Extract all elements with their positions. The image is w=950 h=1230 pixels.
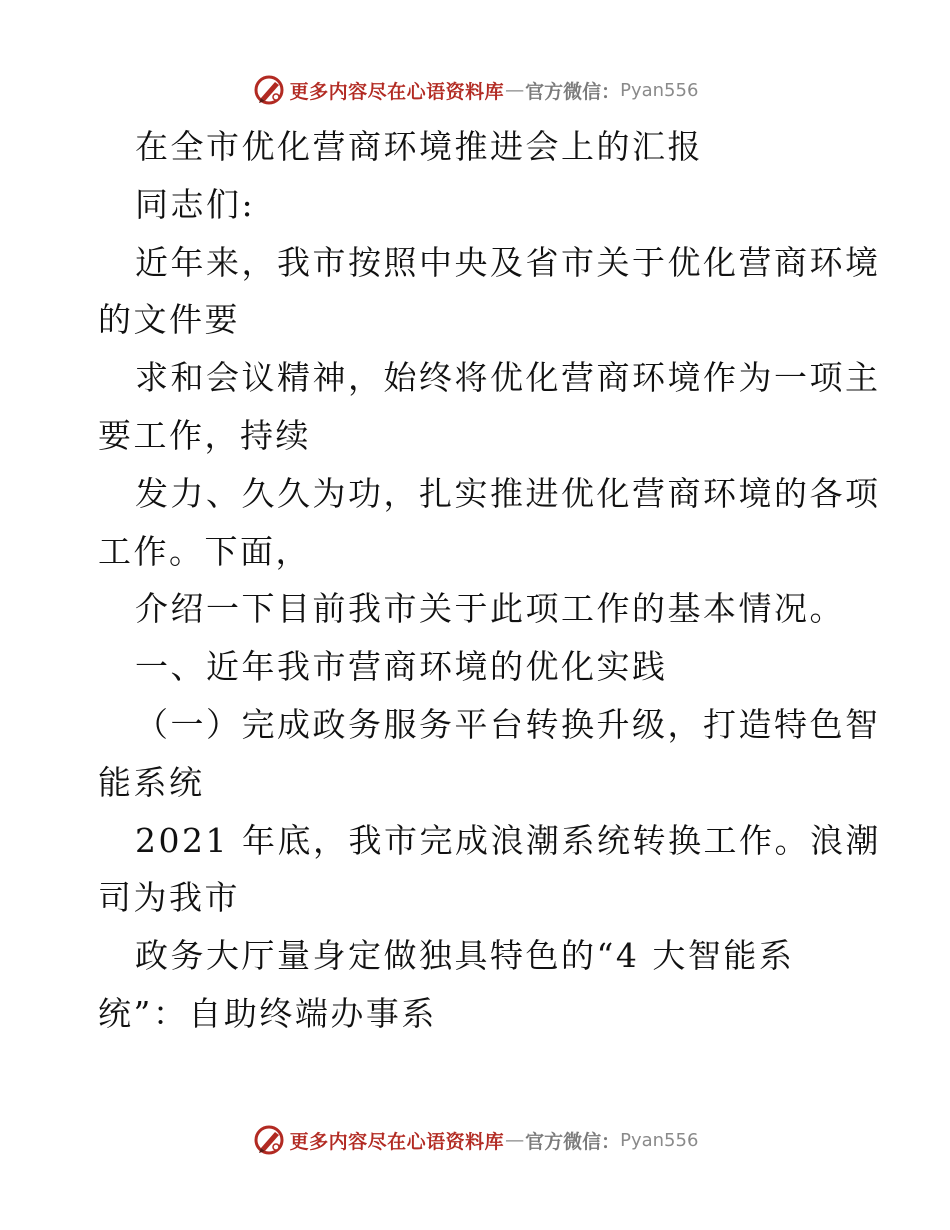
document-body — [98, 118, 881, 1043]
text-line: 发力、久久为功，扎实推进优化营商环境的各项 — [135, 473, 881, 513]
text-line: 同志们: — [135, 184, 256, 224]
text-line: 求和会议精神，始终将优化营商环境作为一项主 — [135, 358, 881, 398]
header-watermark — [0, 70, 950, 110]
text-line: 在全市优化营商环境推进会上的汇报 — [135, 127, 703, 166]
watermark-wechat-id: Pyan556 — [620, 79, 699, 101]
text-line: （一）完成政务服务平台转换升级，打造特色智 — [135, 704, 881, 744]
watermark-wechat-id: Pyan556 — [620, 1129, 699, 1151]
footer-watermark — [0, 1120, 950, 1160]
watermark-text: 更多内容尽在心语资料库 — [289, 1130, 505, 1153]
text-line: 工作。下面， — [98, 531, 311, 571]
text-line: 一、近年我市营商环境的优化实践 — [135, 647, 668, 687]
pen-logo-icon — [252, 73, 286, 107]
watermark-label: 官方微信： — [525, 80, 621, 103]
text-line: 司为我市 — [98, 878, 240, 918]
text-line: 政务大厅量身定做独具特色的“4 大智能系 — [135, 936, 795, 976]
text-line: 介绍一下目前我市关于此项工作的基本情况。 — [135, 589, 845, 629]
watermark-dash: — — [505, 79, 525, 101]
text-line: 能系统 — [98, 762, 205, 802]
text-line: 的文件要 — [98, 300, 240, 340]
watermark-label: 官方微信： — [525, 1130, 621, 1153]
watermark-dash: — — [505, 1129, 525, 1151]
watermark-text: 更多内容尽在心语资料库 — [289, 80, 505, 103]
text-line: 要工作，持续 — [98, 415, 311, 455]
pen-logo-icon — [252, 1123, 286, 1157]
text-line: 2021 年底，我市完成浪潮系统转换工作。浪潮 — [135, 820, 881, 860]
text-line: 统”：自助终端办事系 — [98, 993, 437, 1033]
text-line: 近年来，我市按照中央及省市关于优化营商环境 — [135, 242, 881, 282]
